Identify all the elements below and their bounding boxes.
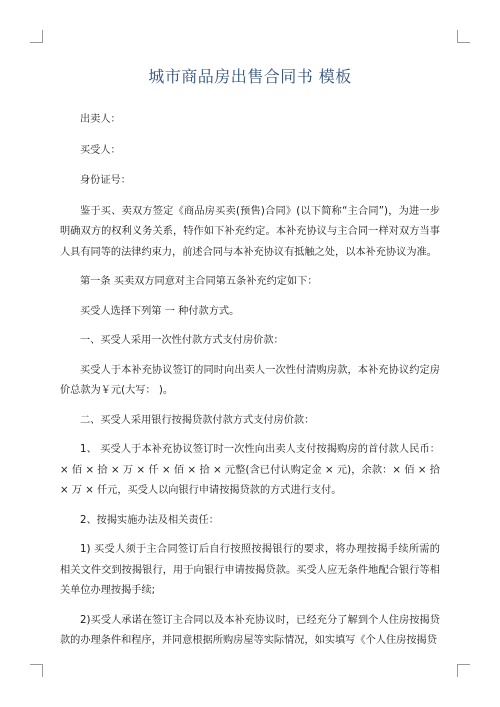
- document-title: 城市商品房出售合同书 模板: [148, 67, 352, 86]
- buyer-field: 买受人：: [80, 144, 121, 156]
- id-number-field: 身份证号：: [80, 175, 131, 186]
- crop-mark-top-right: [457, 30, 470, 43]
- mortgage-procedure-heading: 2、按揭实施办法及相关责任：: [80, 514, 219, 526]
- seller-field: 出卖人：: [80, 114, 121, 125]
- mortgage-item-1: 1) 买受人须于主合同签订后自行按照按揭银行的要求，将办理按揭手续所需的相关文件交到按揭银行，用于向银行申请按揭贷款。买受人应无条件地配合银行等相关单位办理按揭手续;: [60, 544, 440, 596]
- crop-mark-bottom-right: [457, 664, 470, 677]
- section-one-heading: 一、买受人采用一次性付款方式支付房价款：: [80, 335, 284, 346]
- down-payment-paragraph: 1、 买受人于本补充协议签订时一次性向出卖人支付按揭购房的首付款人民币：× 佰 × 拾 × 万 × 仟 × 佰 × 拾 × 元整(含已付认购定金 × 元)，余款：× 佰 × 拾 × 万 × 仟元，买受人以向银行申请按揭贷款的方式进行支付。: [60, 444, 440, 496]
- crop-mark-bottom-left: [30, 664, 43, 677]
- crop-mark-top-left: [30, 30, 43, 43]
- lump-sum-paragraph: 买受人于本补充协议签订的同时向出卖人一次性付清购房款，本补充协议约定房价总款为￥元(大写： )。: [60, 364, 440, 396]
- mortgage-item-2: 2)买受人承诺在签订主合同以及本补充协议时，已经充分了解到个人住房按揭贷款的办理条件和程序，并同意根据所购房屋等实际情况，如实填写《个人住房按揭贷: [60, 614, 440, 646]
- payment-choice-paragraph: 买受人选择下列第 一 种付款方式。: [80, 305, 240, 317]
- article-one-heading: 第一条 买卖双方同意对主合同第五条补充约定如下：: [80, 276, 318, 287]
- section-two-heading: 二、买受人采用银行按揭贷款付款方式支付房价款：: [80, 414, 315, 426]
- document-body: [60, 110, 440, 661]
- preamble-paragraph: 鉴于买、卖双方签定《商品房买卖(预售)合同》(以下简称“主合同”)，为进一步明确双方的权利义务关系，特作如下补充约定。本补充协议与主合同一样对双方当事人具有同等的法律约束力，前述合同与本补充协议有抵触之处，以本补充协议为准。: [60, 205, 440, 258]
